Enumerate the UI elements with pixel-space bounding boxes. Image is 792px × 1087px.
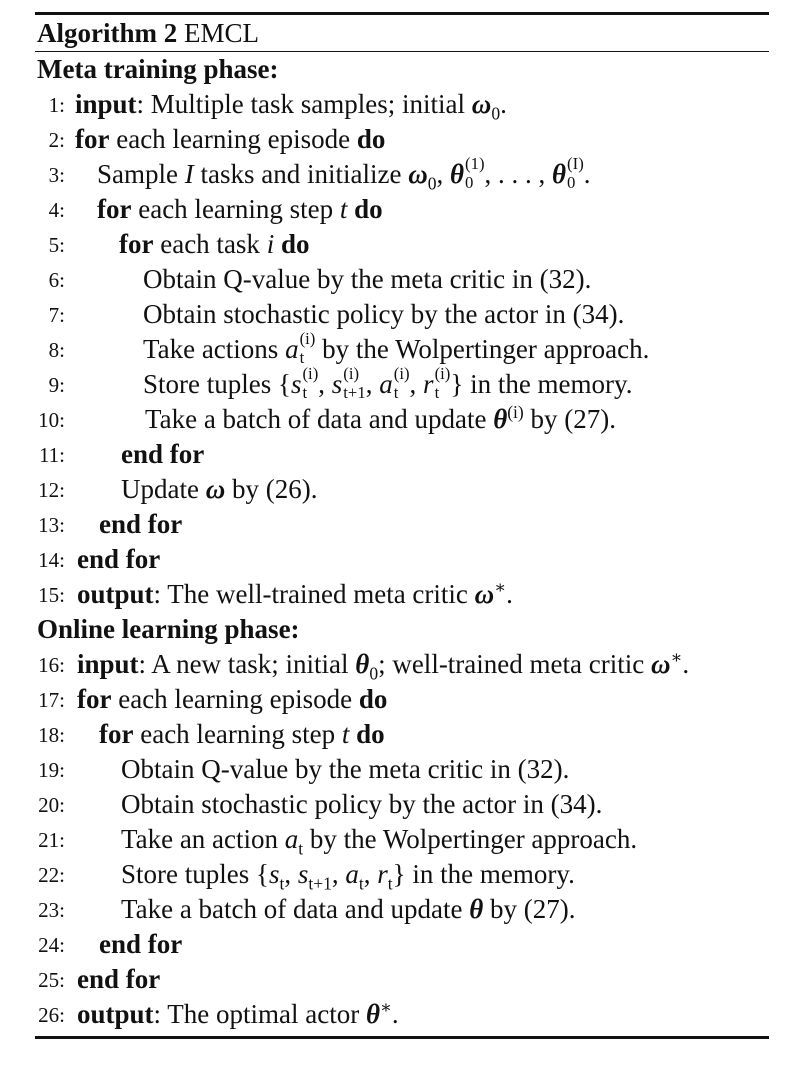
line-number: 17:	[38, 688, 65, 712]
line-number: 10:	[38, 408, 65, 432]
meta-lines	[35, 87, 769, 612]
text-segment: Update	[121, 474, 206, 504]
text-segment: .	[682, 649, 690, 679]
subscript: t+1	[343, 382, 366, 402]
line-text	[97, 154, 591, 194]
online-lines	[35, 647, 769, 1032]
text-segment	[274, 229, 281, 259]
keyword: for	[75, 124, 110, 154]
keyword: for	[99, 719, 134, 749]
line-text	[77, 577, 513, 612]
line-text	[99, 717, 385, 752]
keyword: end for	[77, 964, 161, 994]
line-number: 21:	[38, 828, 65, 852]
sub-superscript	[302, 364, 319, 403]
math-vector-symbol: ω	[205, 474, 226, 504]
subscript: t	[434, 382, 440, 402]
algorithm-line	[35, 542, 769, 577]
text-segment: by (26).	[225, 474, 318, 504]
algorithm-line	[35, 437, 769, 472]
algorithm-line	[35, 577, 769, 612]
line-text	[77, 542, 160, 577]
math-vector-symbol: ω	[471, 89, 492, 119]
line-number: 18:	[38, 723, 65, 747]
subscript: 0	[491, 103, 501, 124]
line-text	[77, 647, 689, 682]
keyword: do	[358, 684, 388, 714]
algorithm-line	[35, 472, 769, 507]
algorithm-line	[35, 262, 769, 297]
math-symbol: a	[379, 369, 393, 399]
subscript: t+1	[308, 873, 332, 894]
algorithm-line	[35, 329, 769, 367]
text-segment: } in the memory.	[392, 859, 575, 889]
algorithm-line	[35, 297, 769, 332]
algorithm-line	[35, 927, 769, 962]
line-number: 16:	[38, 653, 65, 677]
algorithm-line	[35, 892, 769, 927]
text-segment: ,	[409, 369, 424, 399]
algorithm-line	[35, 857, 769, 892]
sub-superscript	[393, 364, 410, 403]
text-segment: each learning episode	[111, 684, 359, 714]
math-vector-symbol: ω	[474, 579, 495, 609]
math-symbol: s	[268, 859, 280, 889]
keyword: output	[77, 579, 154, 609]
superscript: (i)	[507, 402, 524, 422]
line-text	[143, 262, 591, 297]
line-text	[99, 507, 182, 542]
line-text	[143, 297, 624, 332]
subscript: t	[299, 347, 305, 367]
text-segment: Obtain stochastic policy by the actor in (34).	[121, 789, 603, 819]
line-text	[75, 122, 385, 157]
keyword: output	[77, 999, 154, 1029]
math-symbol: t	[341, 719, 350, 749]
text-segment: Store tuples {	[121, 859, 269, 889]
subscript: 0	[369, 663, 379, 684]
algorithm-line	[35, 997, 769, 1032]
subscript: t	[393, 382, 399, 402]
algorithm-line	[35, 787, 769, 822]
line-text	[121, 822, 637, 857]
superscript: (i)	[302, 364, 319, 384]
line-number: 26:	[38, 1003, 65, 1027]
sub-superscript	[567, 154, 584, 193]
line-number: 8:	[48, 338, 65, 362]
caption-name: EMCL	[183, 18, 259, 48]
text-segment: Take actions	[143, 334, 286, 364]
line-number: 3:	[48, 163, 65, 187]
line-text	[121, 857, 575, 892]
text-segment: ,	[331, 859, 346, 889]
line-number: 13:	[38, 513, 65, 537]
line-number: 15:	[38, 583, 65, 607]
math-vector-symbol: θ	[493, 404, 508, 434]
text-segment: : The well-trained meta critic	[153, 579, 475, 609]
math-vector-symbol: ω	[408, 159, 428, 189]
superscript: (i)	[299, 329, 316, 349]
math-symbol: r	[377, 859, 388, 889]
superscript: ∗	[670, 647, 683, 667]
caption-label: Algorithm 2	[37, 18, 178, 48]
math-symbol: s	[331, 369, 343, 399]
math-symbol: i	[266, 229, 275, 259]
text-segment: .	[391, 999, 399, 1029]
text-segment: Obtain Q-value by the meta critic in (32).	[143, 264, 592, 294]
text-segment: by (27).	[483, 894, 576, 924]
algorithm-block	[35, 12, 769, 1039]
text-segment: ,	[436, 159, 450, 189]
algorithm-caption	[35, 15, 769, 51]
line-number: 12:	[38, 478, 65, 502]
keyword: input	[75, 89, 137, 119]
line-text	[99, 927, 182, 962]
subscript: t	[387, 873, 393, 894]
algorithm-line	[35, 682, 769, 717]
line-number: 5:	[48, 233, 65, 257]
line-text	[77, 997, 399, 1032]
section-online-learning: Online learning phase:	[37, 614, 300, 644]
math-symbol: a	[285, 334, 299, 364]
text-segment: tasks and initialize	[193, 159, 409, 189]
algorithm-line	[35, 822, 769, 857]
section-meta-training: Meta training phase:	[37, 54, 279, 84]
math-vector-symbol: ω	[650, 649, 671, 679]
algorithm-line	[35, 192, 769, 227]
text-segment: : A new task; initial	[138, 649, 356, 679]
line-text	[121, 472, 317, 507]
bottom-rule	[35, 1036, 769, 1039]
math-vector-symbol: θ	[450, 159, 465, 189]
superscript: (I)	[567, 154, 584, 174]
math-symbol: s	[290, 369, 302, 399]
line-number: 20:	[38, 793, 65, 817]
math-symbol: a	[345, 859, 359, 889]
text-segment: : The optimal actor	[153, 999, 366, 1029]
algorithm-line	[35, 364, 769, 402]
line-text	[145, 402, 616, 437]
text-segment: : Multiple task samples; initial	[136, 89, 472, 119]
text-segment: by the Wolpertinger approach.	[315, 334, 650, 364]
line-number: 14:	[38, 548, 65, 572]
sub-superscript	[434, 364, 451, 403]
line-number: 24:	[38, 933, 65, 957]
subscript: t	[302, 382, 308, 402]
sub-superscript	[465, 154, 485, 193]
line-number: 9:	[48, 373, 65, 397]
line-text	[121, 787, 602, 822]
math-symbol: t	[339, 194, 348, 224]
math-vector-symbol: θ	[469, 894, 484, 924]
text-segment: Store tuples {	[143, 369, 291, 399]
text-segment: each learning step	[133, 719, 342, 749]
subscript: t	[358, 873, 364, 894]
algorithm-line	[35, 122, 769, 157]
line-text	[77, 682, 387, 717]
text-segment: Take an action	[121, 824, 285, 854]
algorithm-line	[35, 717, 769, 752]
algorithm-line	[35, 87, 769, 122]
subscript: t	[298, 838, 304, 859]
superscript: (i)	[434, 364, 451, 384]
text-segment: , . . . ,	[484, 159, 553, 189]
text-segment: ,	[363, 859, 378, 889]
text-segment: Obtain stochastic policy by the actor in (34).	[143, 299, 625, 329]
line-text	[75, 87, 507, 122]
keyword: do	[280, 229, 310, 259]
line-text	[143, 329, 650, 369]
keyword: do	[354, 194, 383, 224]
superscript: (i)	[393, 364, 410, 384]
line-number: 19:	[38, 758, 65, 782]
text-segment: by the Wolpertinger approach.	[303, 824, 638, 854]
keyword: do	[356, 719, 385, 749]
math-vector-symbol: θ	[365, 999, 380, 1029]
keyword: do	[356, 124, 386, 154]
subscript: 0	[567, 172, 576, 192]
math-vector-symbol: θ	[552, 159, 567, 189]
superscript: (1)	[465, 154, 485, 174]
line-number: 22:	[38, 863, 65, 887]
math-symbol: r	[423, 369, 434, 399]
algorithm-line	[35, 402, 769, 437]
text-segment: .	[500, 89, 507, 119]
line-number: 4:	[48, 198, 65, 222]
math-symbol: a	[284, 824, 299, 854]
keyword: input	[77, 649, 139, 679]
subscript: t	[279, 873, 285, 894]
line-text	[121, 437, 204, 472]
text-segment: ,	[365, 369, 380, 399]
keyword: end for	[121, 439, 205, 469]
subscript: 0	[427, 173, 437, 194]
math-vector-symbol: θ	[355, 649, 370, 679]
text-segment: } in the memory.	[450, 369, 633, 399]
line-text	[97, 192, 383, 227]
math-symbol: s	[297, 859, 309, 889]
line-number: 7:	[48, 303, 65, 327]
superscript: ∗	[494, 577, 507, 597]
algorithm-line	[35, 227, 769, 262]
text-segment: each task	[153, 229, 267, 259]
keyword: end for	[99, 509, 183, 539]
text-segment: ,	[318, 369, 332, 399]
line-text	[143, 364, 633, 404]
line-number: 2:	[48, 128, 65, 152]
text-segment: ; well-trained meta critic	[378, 649, 651, 679]
algorithm-line	[35, 154, 769, 194]
superscript: (i)	[343, 364, 360, 384]
text-segment: each learning episode	[109, 124, 357, 154]
math-symbol: I	[184, 159, 194, 189]
keyword: for	[77, 684, 112, 714]
line-number: 23:	[38, 898, 65, 922]
keyword: end for	[99, 929, 183, 959]
algorithm-line	[35, 752, 769, 787]
algorithm-line	[35, 507, 769, 542]
text-segment: ,	[284, 859, 298, 889]
line-text	[119, 227, 309, 262]
line-number: 11:	[38, 443, 65, 467]
text-segment: .	[506, 579, 513, 609]
text-segment: by (27).	[523, 404, 616, 434]
keyword: end for	[77, 544, 161, 574]
line-number: 25:	[38, 968, 65, 992]
keyword: for	[119, 229, 154, 259]
algorithm-line	[35, 962, 769, 997]
line-text	[121, 892, 575, 927]
text-segment: .	[583, 159, 591, 189]
superscript: ∗	[380, 997, 392, 1017]
text-segment: Sample	[97, 159, 185, 189]
line-text	[121, 752, 569, 787]
line-number: 1:	[48, 93, 65, 117]
text-segment: Take a batch of data and update	[145, 404, 494, 434]
algorithm-line	[35, 647, 769, 682]
sub-superscript	[343, 364, 366, 403]
line-text	[77, 962, 160, 997]
text-segment: each learning step	[131, 194, 340, 224]
subscript: 0	[465, 172, 474, 192]
line-number: 6:	[48, 268, 65, 292]
text-segment: Obtain Q-value by the meta critic in (32).	[121, 754, 570, 784]
keyword: for	[97, 194, 132, 224]
text-segment: Take a batch of data and update	[121, 894, 470, 924]
